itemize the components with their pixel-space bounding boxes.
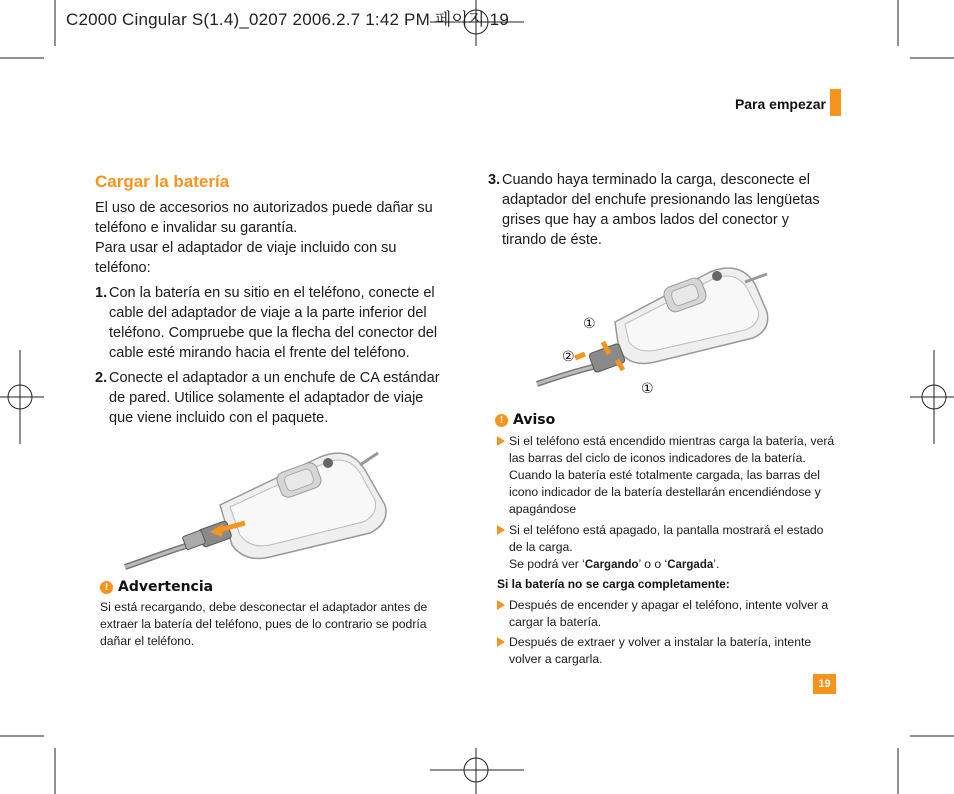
step-3 bbox=[488, 170, 833, 250]
pull-arrow bbox=[575, 354, 585, 358]
bullet-arrow-icon bbox=[497, 637, 505, 647]
aviso-heading bbox=[495, 412, 555, 428]
warning-icon: ! bbox=[100, 581, 113, 594]
bullet-text: Después de encender y apagar el teléfono, intente volver a cargar la batería. bbox=[509, 598, 829, 629]
callout-1: ① bbox=[583, 316, 596, 332]
step-2 bbox=[95, 368, 440, 428]
bullet-text: Después de extraer y volver a instalar la batería, intente volver a cargarla. bbox=[509, 635, 812, 666]
advertencia-title: Advertencia bbox=[118, 579, 214, 595]
step-number: 2. bbox=[95, 370, 108, 386]
callout-2: ② bbox=[562, 349, 575, 365]
phone-disconnect-illustration bbox=[535, 262, 775, 402]
status-cargada: Cargada bbox=[667, 559, 714, 571]
step-text: Con la batería en su sitio en el teléfono, conecte el cable del adaptador de viaje a la parte inferior del teléfono. Compruebe que la flecha del conector del cable esté mirando hacia el frente del teléfono. bbox=[109, 285, 438, 361]
phone-body bbox=[615, 268, 768, 364]
advertencia-heading bbox=[100, 579, 213, 595]
callout-1-lower: ① bbox=[641, 381, 654, 397]
status-cargando: Cargando bbox=[584, 559, 639, 571]
charger-connector bbox=[182, 520, 232, 550]
intro-paragraph-1: El uso de accesorios no autorizados puede dañar su teléfono e invalidar su garantía. bbox=[95, 200, 433, 236]
page-number: 19 bbox=[813, 674, 836, 694]
step-number: 1. bbox=[95, 285, 108, 301]
bullet-arrow-icon bbox=[497, 525, 505, 535]
phone-body bbox=[220, 453, 386, 559]
bullet-arrow-icon bbox=[497, 600, 505, 610]
print-header: C2000 Cingular S(1.4)_0207 2006.2.7 1:42 PM 페이지 19 bbox=[66, 10, 509, 29]
step-number: 3. bbox=[488, 172, 501, 188]
bullet-text-mid: ’ o o ‘ bbox=[638, 557, 668, 571]
bullet-text: Si el teléfono está encendido mientras carga la batería, verá las barras del ciclo de iconos indicadores de la batería. Cuando la batería esté totalmente cargada, las barras del icono indicador de la batería destellarán encendiéndose y apagándose bbox=[509, 434, 835, 516]
intro-paragraph-2: Para usar el adaptador de viaje incluido con su teléfono: bbox=[95, 240, 397, 276]
section-tab bbox=[830, 89, 841, 116]
warning-icon: ! bbox=[495, 414, 508, 427]
advertencia-text: Si está recargando, debe desconectar el adaptador antes de extraer la batería del teléfono, pues de lo contrario se podría dañar el teléfono. bbox=[100, 600, 428, 648]
bullet-arrow-icon bbox=[497, 436, 505, 446]
bullet-text: Si el teléfono está apagado, la pantalla mostrará el estado de la carga. bbox=[509, 523, 824, 554]
section-label: Para empezar bbox=[734, 96, 826, 112]
bullet-text-prefix: Se podrá ver ‘ bbox=[509, 557, 585, 571]
step-text: Cuando haya terminado la carga, desconecte el adaptador del enchufe presionando las lengüetas grises que hay a ambos lados del conector y tirando de éste. bbox=[502, 172, 820, 248]
aviso-title: Aviso bbox=[513, 412, 556, 428]
bullet-text-suffix: ’. bbox=[713, 557, 720, 571]
aviso-subheading: Si la batería no se carga completamente: bbox=[497, 577, 730, 591]
step-1 bbox=[95, 283, 440, 363]
phone-charging-illustration bbox=[120, 445, 390, 575]
page-title: Cargar la batería bbox=[95, 172, 230, 191]
step-text: Conecte el adaptador a un enchufe de CA estándar de pared. Utilice solamente el adaptador de viaje que viene incluido con el paquete. bbox=[109, 370, 440, 426]
